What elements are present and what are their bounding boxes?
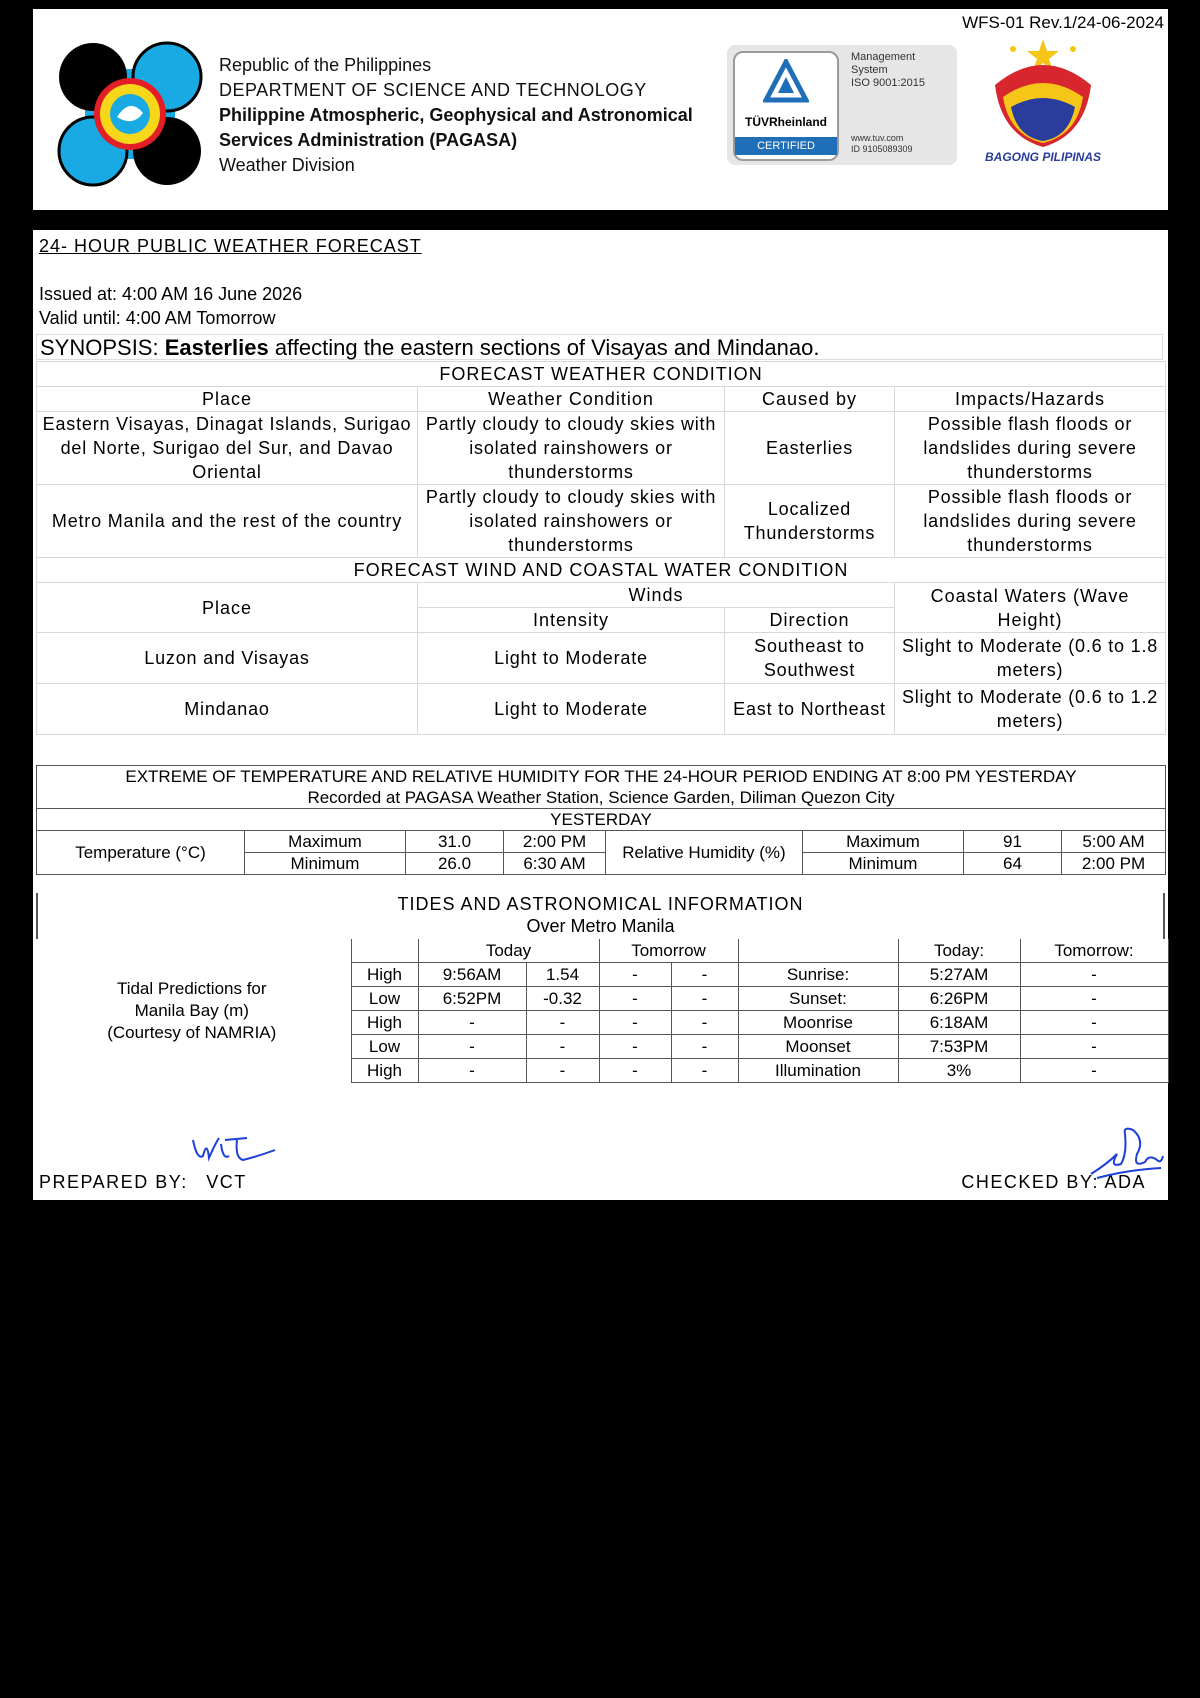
table-row (37, 633, 1166, 684)
tides-table (33, 939, 1169, 1083)
tide-tomorrow-value: - (671, 1011, 738, 1035)
astro-label: Moonset (738, 1035, 898, 1059)
tide-today-value: 1.54 (526, 963, 599, 987)
astro-label: Sunset: (738, 987, 898, 1011)
astro-today: 6:18AM (898, 1011, 1020, 1035)
astro-tomorrow: - (1020, 1011, 1168, 1035)
min-label: Minimum (803, 853, 964, 875)
tide-tomorrow-time: - (599, 1059, 671, 1083)
extremes-title-text: EXTREME OF TEMPERATURE AND RELATIVE HUMIDITY FOR THE 24-HOUR PERIOD ENDING AT 8:00 PM YESTERDAY (125, 767, 1077, 786)
astro-label: Illumination (738, 1059, 898, 1083)
tide-type: Low (351, 1035, 418, 1059)
tuv-triangle-icon (763, 59, 809, 105)
column-header: Impacts/Hazards (895, 387, 1166, 412)
synopsis-system: Easterlies (164, 335, 269, 360)
humidity-label: Relative Humidity (%) (606, 831, 803, 875)
tuv-brand: TÜVRheinland (744, 115, 827, 129)
letterhead (33, 9, 1168, 210)
agency-line-dost: DEPARTMENT OF SCIENCE AND TECHNOLOGY (219, 80, 647, 100)
tide-today-time: - (418, 1035, 526, 1059)
table-row (37, 485, 1166, 558)
rh-max-value: 91 (964, 831, 1062, 853)
astro-today: 7:53PM (898, 1035, 1020, 1059)
rh-min-time: 2:00 PM (1062, 853, 1166, 875)
tide-tomorrow-time: - (599, 987, 671, 1011)
tide-today-time: 9:56AM (418, 963, 526, 987)
rh-max-time: 5:00 AM (1062, 831, 1166, 853)
extremes-subtitle: Recorded at PAGASA Weather Station, Science Garden, Diliman Quezon City (307, 788, 895, 807)
cause-cell: Easterlies (725, 412, 895, 485)
bagong-pilipinas-text: BAGONG PILIPINAS (984, 150, 1101, 164)
issue-block (39, 282, 302, 330)
astro-today: 3% (898, 1059, 1020, 1083)
tide-tomorrow-time: - (599, 1011, 671, 1035)
tide-tomorrow-value: - (671, 1035, 738, 1059)
agency-line-republic: Republic of the Philippines (219, 55, 432, 75)
tide-tomorrow-value: - (671, 987, 738, 1011)
temp-min-value: 26.0 (406, 853, 504, 875)
temp-max-value: 31.0 (406, 831, 504, 853)
agency-line-pagasa-1: Philippine Atmospheric, Geophysical and Astronomical (219, 105, 693, 125)
tuv-system-text (851, 51, 925, 90)
tides-title: TIDES AND ASTRONOMICAL INFORMATION (397, 894, 804, 914)
prepared-by (39, 1172, 247, 1193)
astro-label: Moonrise (738, 1011, 898, 1035)
bagong-pilipinas-logo (973, 35, 1113, 155)
astro-tomorrow: - (1020, 1035, 1168, 1059)
condition-cell: Partly cloudy to cloudy skies with isolated rainshowers or thunderstorms (418, 412, 725, 485)
synopsis-label: SYNOPSIS: (40, 335, 159, 360)
astro-today-header: Today: (898, 939, 1020, 963)
temp-min-time: 6:30 AM (504, 853, 606, 875)
tuv-certification-badge (727, 45, 957, 165)
checked-label: CHECKED BY: (961, 1172, 1099, 1192)
astro-tomorrow: - (1020, 1059, 1168, 1083)
tuv-system-line: System (851, 64, 888, 76)
coastal-cell: Slight to Moderate (0.6 to 1.8 meters) (895, 633, 1166, 684)
tuv-certified: CERTIFIED (735, 137, 837, 155)
form-code: WFS-01 Rev.1/24-06-2024 (962, 13, 1164, 32)
forecast-title: 24- HOUR PUBLIC WEATHER FORECAST (39, 236, 422, 256)
column-header: Direction (725, 608, 895, 633)
pagasa-logo (55, 39, 205, 189)
tide-today-value: -0.32 (526, 987, 599, 1011)
tuv-seal (733, 51, 839, 161)
astro-today: 5:27AM (898, 963, 1020, 987)
impact-cell: Possible flash floods or landslides during severe thunderstorms (895, 485, 1166, 558)
min-label: Minimum (245, 853, 406, 875)
column-header: Caused by (725, 387, 895, 412)
issued-at: Issued at: 4:00 AM 16 June 2026 (39, 284, 303, 304)
tides-header (36, 893, 1165, 939)
tide-tomorrow-value: - (671, 1059, 738, 1083)
tide-today-value: - (526, 1011, 599, 1035)
yesterday-label: YESTERDAY (37, 809, 1166, 831)
checked-initials: ADA (1104, 1172, 1146, 1192)
preparer-signature (189, 1130, 279, 1174)
impact-cell: Possible flash floods or landslides during severe thunderstorms (895, 412, 1166, 485)
place-cell: Luzon and Visayas (37, 633, 418, 684)
tide-today-time: - (418, 1011, 526, 1035)
tuv-system-line: Management (851, 51, 916, 63)
prepared-label: PREPARED BY: (39, 1172, 188, 1192)
astro-tomorrow: - (1020, 987, 1168, 1011)
section-title: FORECAST WEATHER CONDITION (37, 362, 1166, 387)
synopsis-text: affecting the eastern sections of Visayas and Mindanao. (274, 335, 820, 360)
column-header: Place (37, 387, 418, 412)
astro-tomorrow-header: Tomorrow: (1020, 939, 1168, 963)
condition-cell: Partly cloudy to cloudy skies with isolated rainshowers or thunderstorms (418, 485, 725, 558)
tide-type: Low (351, 987, 418, 1011)
astro-label: Sunrise: (738, 963, 898, 987)
table-row (37, 412, 1166, 485)
column-header: Weather Condition (418, 387, 725, 412)
intensity-cell: Light to Moderate (418, 684, 725, 735)
tidal-predictions-label: Tidal Predictions for Manila Bay (m) (Courtesy of NAMRIA) (107, 978, 277, 1042)
agency-line-division: Weather Division (219, 155, 355, 175)
column-header: Intensity (418, 608, 725, 633)
tide-today-value: - (526, 1035, 599, 1059)
agency-block (219, 53, 693, 178)
max-label: Maximum (245, 831, 406, 853)
tide-tomorrow-time: - (599, 1035, 671, 1059)
agency-line-pagasa-2: Services Administration (PAGASA) (219, 130, 518, 150)
extremes-title (37, 766, 1166, 809)
tide-today-time: 6:52PM (418, 987, 526, 1011)
tide-type: High (351, 1059, 418, 1083)
tide-today-header: Today (418, 939, 599, 963)
weather-condition-table (36, 361, 1166, 735)
forecast-document (33, 230, 1168, 1200)
cause-cell: Localized Thunderstorms (725, 485, 895, 558)
place-cell: Mindanao (37, 684, 418, 735)
tide-tomorrow-header: Tomorrow (599, 939, 738, 963)
column-header: Winds (418, 583, 895, 608)
tuv-id: ID 9105089309 (851, 144, 913, 154)
prepared-initials: VCT (206, 1172, 247, 1192)
blank-cell (738, 939, 898, 963)
table-row (37, 684, 1166, 735)
tuv-id-text (851, 133, 913, 155)
intensity-cell: Light to Moderate (418, 633, 725, 684)
astro-tomorrow: - (1020, 963, 1168, 987)
tide-today-value: - (526, 1059, 599, 1083)
blank-cell (351, 939, 418, 963)
place-cell: Eastern Visayas, Dinagat Islands, Surigao del Norte, Surigao del Sur, and Davao Oriental (37, 412, 418, 485)
temperature-label: Temperature (°C) (37, 831, 245, 875)
tide-today-time: - (418, 1059, 526, 1083)
tide-tomorrow-value: - (671, 963, 738, 987)
synopsis (36, 334, 1163, 360)
rh-min-value: 64 (964, 853, 1062, 875)
section-title: FORECAST WIND AND COASTAL WATER CONDITION (37, 558, 1166, 583)
column-header: Place (37, 583, 418, 633)
direction-cell: Southeast to Southwest (725, 633, 895, 684)
astro-today: 6:26PM (898, 987, 1020, 1011)
extremes-table (36, 765, 1166, 875)
direction-cell: East to Northeast (725, 684, 895, 735)
tides-subtitle: Over Metro Manila (526, 916, 675, 936)
tide-type: High (351, 1011, 418, 1035)
tuv-system-line: ISO 9001:2015 (851, 77, 926, 89)
tuv-web: www.tuv.com (851, 133, 904, 143)
max-label: Maximum (803, 831, 964, 853)
place-cell: Metro Manila and the rest of the country (37, 485, 418, 558)
tide-tomorrow-time: - (599, 963, 671, 987)
checker-signature (1087, 1124, 1165, 1182)
valid-until: Valid until: 4:00 AM Tomorrow (39, 308, 276, 328)
coastal-cell: Slight to Moderate (0.6 to 1.2 meters) (895, 684, 1166, 735)
tide-type: High (351, 963, 418, 987)
temp-max-time: 2:00 PM (504, 831, 606, 853)
column-header: Coastal Waters (Wave Height) (895, 583, 1166, 633)
